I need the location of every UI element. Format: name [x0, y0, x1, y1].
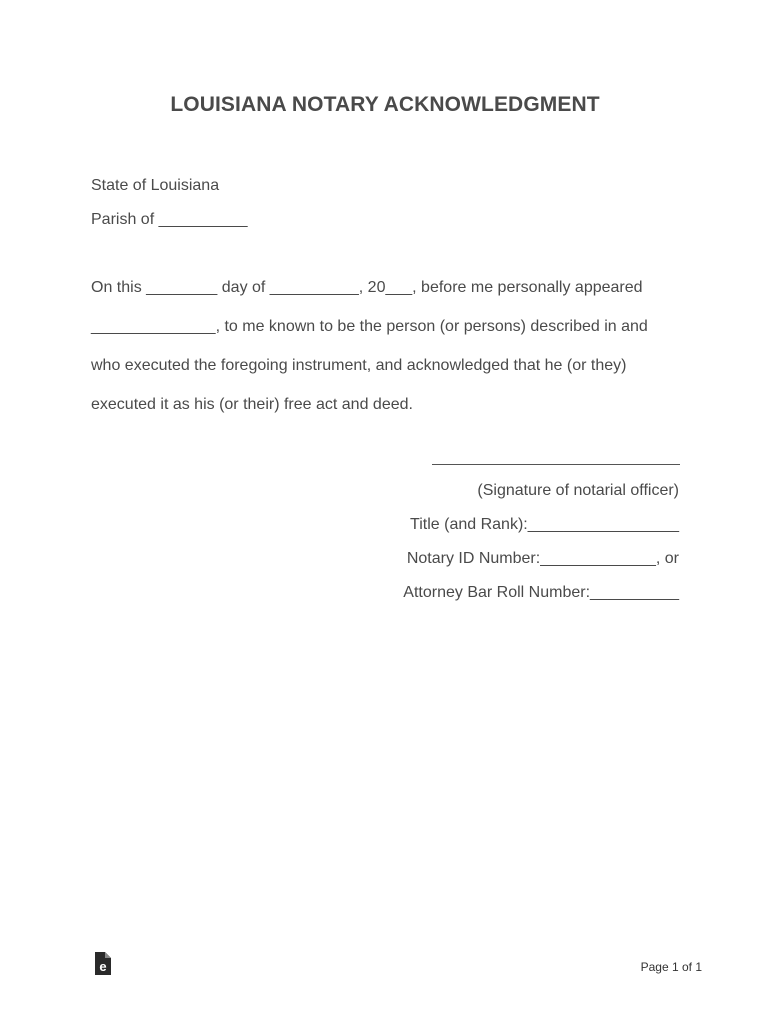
body-line-3: who executed the foregoing instrument, and acknowledged that he (or they): [91, 357, 627, 374]
signature-caption: (Signature of notarial officer): [477, 482, 679, 499]
eforms-logo-icon: [94, 951, 112, 976]
body-line-1: On this ________ day of __________, 20___, before me personally appeared: [91, 279, 643, 296]
document-title: LOUISIANA NOTARY ACKNOWLEDGMENT: [170, 93, 600, 116]
notary-id-line: Notary ID Number:_____________, or: [406, 550, 679, 567]
bar-roll-line: Attorney Bar Roll Number:__________: [403, 584, 679, 601]
page-number: Page 1 of 1: [640, 960, 702, 974]
svg-text:e: e: [99, 959, 107, 974]
body-line-2: ______________, to me known to be the person (or persons) described in and: [91, 318, 648, 335]
signature-line: [432, 464, 680, 465]
state-line: State of Louisiana: [91, 177, 220, 194]
body-line-4: executed it as his (or their) free act and deed.: [91, 396, 413, 413]
parish-line: Parish of __________: [91, 211, 248, 228]
title-rank-line: Title (and Rank):_________________: [410, 516, 679, 533]
